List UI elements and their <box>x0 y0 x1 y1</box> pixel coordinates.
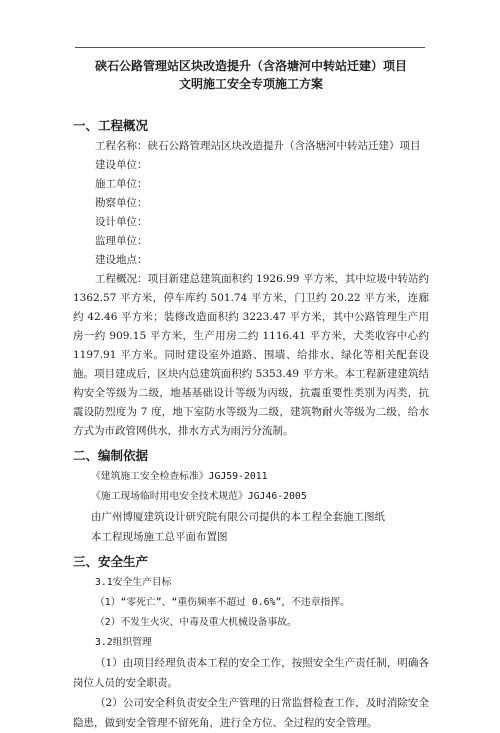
section-safety <box>73 551 429 733</box>
field-design-unit: 设计单位： <box>95 216 148 228</box>
reference-item: 《施工现场临时用电安全技术规范》JGJ46-2005 <box>91 491 307 502</box>
section-project-overview <box>73 115 429 441</box>
title-line-1: 硖石公路管理站区块改造提升（含洛塘河中转站迁建）项目 <box>94 59 407 73</box>
field-contractor: 施工单位： <box>95 178 148 190</box>
list-item: （1）“零死亡”、“重伤频率不超过 0.6%”，不违章指挥。 <box>95 597 350 608</box>
reference-item: 本工程现场施工总平面布置图 <box>91 531 228 543</box>
section-2-heading: 二、编制依据 <box>73 448 149 463</box>
section-3-heading: 三、安全生产 <box>73 554 149 569</box>
section-basis <box>73 445 429 547</box>
document-title <box>73 57 429 93</box>
list-item: （2）公司安全科负责安全生产管理的日常监督检查工作，及时消除安全隐患，做到安全管理不留死角，进行全方位、全过程的安全管理。 <box>73 697 429 729</box>
project-name: 工程名称：硖石公路管理站区块改造提升（含洛塘河中转站迁建）项目 <box>95 140 421 152</box>
overview-paragraph: 工程概况：项目新建总建筑面积约 1926.99 平方米，其中垃圾中转站约 1362.57 平方米，停车库约 501.74 平方米，门卫约 20.22 平方米，连廊约 42.46 平方米；装修改造面积约 3223.47 平方米，其中公路管理生产用房一约 909.15 平方米，生产用房二约 1116.41 平方米，犬类收容中心约 1197.91 平方米。同时建设室外道路、围墙、给排水、绿化等相关配套设施。项目建成后，区块内总建筑面积约 5353.49 平方米。本工程新建建筑结构安全等级为二级，地基基础设计等级为丙级，抗震重要性类别为丙类，抗震设防烈度为 7 度，地下室防水等级为二级，建筑物耐火等级为二级，给水方式为市政管网供水，排水方式为雨污分流制。 <box>73 273 429 437</box>
header-rule <box>75 47 425 48</box>
field-construction-unit: 建设单位： <box>95 159 148 171</box>
list-item: （1）由项目经理负责本工程的安全工作，按照安全生产责任制，明确各岗位人员的安全职责。 <box>73 657 429 689</box>
section-1-heading: 一、工程概况 <box>73 118 149 133</box>
title-line-2: 文明施工安全专项施工方案 <box>178 77 323 91</box>
field-site-location: 建设地点： <box>95 254 148 266</box>
reference-item: 由广州博厦建筑设计研究院有限公司提供的本工程全套施工图纸 <box>91 511 385 523</box>
subsection-goal: 3.1安全生产目标 <box>95 577 172 588</box>
field-supervision-unit: 监理单位： <box>95 235 148 247</box>
field-survey-unit: 勘察单位： <box>95 197 148 209</box>
document-page <box>73 57 429 733</box>
list-item: （2）不发生火灾、中毒及重大机械设备事故。 <box>95 617 297 628</box>
reference-item: 《建筑施工安全检查标准》JGJ59-2011 <box>91 471 268 482</box>
subsection-organization: 3.2组织管理 <box>95 637 152 648</box>
